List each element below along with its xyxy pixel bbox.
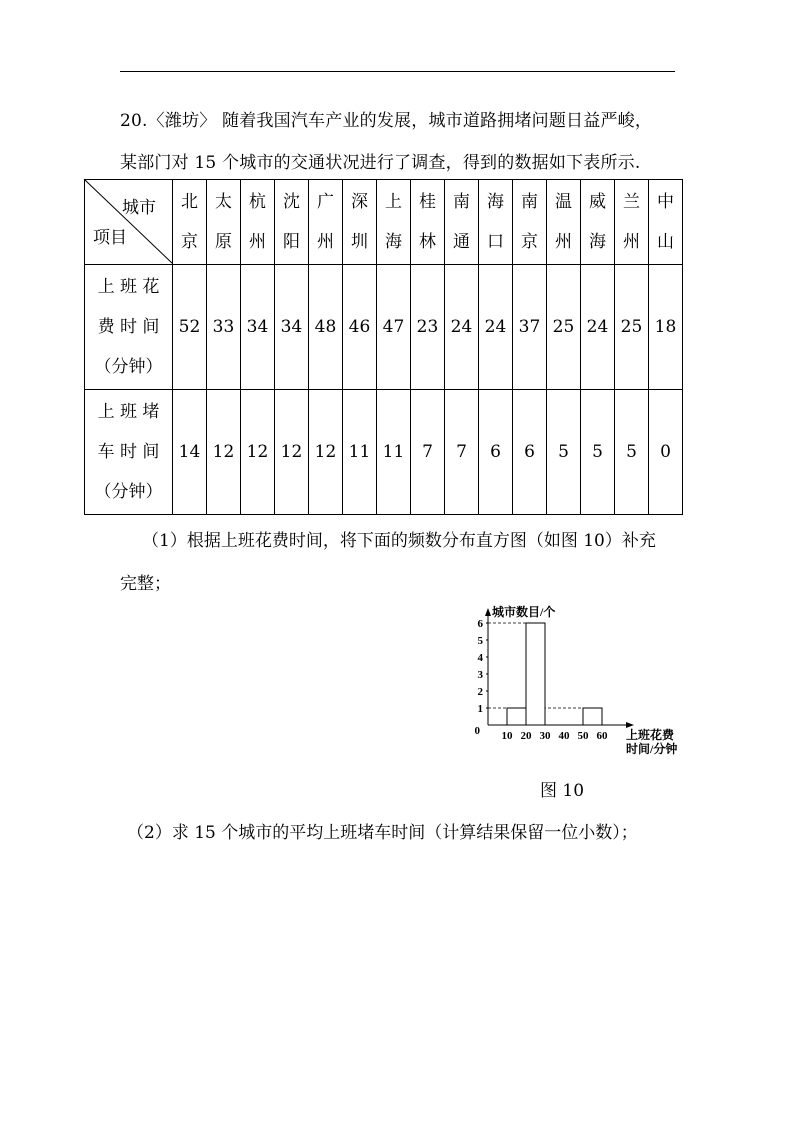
- city-name-bottom: 通: [453, 232, 470, 252]
- row-label-jam-time: [85, 390, 173, 515]
- table-cell: 12: [275, 390, 309, 515]
- city-name-top: 南: [521, 192, 538, 212]
- city-name-bottom: 圳: [351, 232, 368, 252]
- city-header-cell: [479, 180, 513, 265]
- row-label-line: 上 班 堵: [97, 402, 160, 422]
- city-name-bottom: 州: [249, 232, 266, 252]
- table-cell: 47: [377, 265, 411, 390]
- question-2: （2）求 15 个城市的平均上班堵车时间（计算结果保留一位小数）；: [127, 823, 638, 843]
- city-header-cell: [377, 180, 411, 265]
- table-row-commute-time: [85, 265, 683, 390]
- table-cell: 12: [241, 390, 275, 515]
- city-name-bottom: 原: [215, 232, 232, 252]
- city-name-top: 温: [555, 192, 572, 212]
- table-cell: 25: [547, 265, 581, 390]
- row-label-commute-time: [85, 265, 173, 390]
- city-name-bottom: 海: [589, 232, 606, 252]
- table-cell: 11: [377, 390, 411, 515]
- row-label-line: 车 时 间: [97, 442, 160, 462]
- city-name-top: 海: [487, 192, 504, 212]
- city-header-cell: [615, 180, 649, 265]
- city-name-bottom: 口: [487, 232, 504, 252]
- x-tick-label: 60: [596, 730, 608, 742]
- table-cell: 12: [309, 390, 343, 515]
- x-tick-label: 40: [558, 730, 570, 742]
- problem-line-2: 某部门对 15 个城市的交通状况进行了调查，得到的数据如下表所示.: [120, 153, 641, 173]
- table-cell: 5: [615, 390, 649, 515]
- row-label-line: （分钟）: [94, 357, 163, 377]
- city-name-top: 上: [385, 192, 402, 212]
- histogram-bar: [526, 623, 545, 725]
- row-label-line: 费 时 间: [97, 317, 160, 337]
- y-tick-label: 3: [477, 669, 483, 681]
- city-header-cell: [411, 180, 445, 265]
- city-name-top: 南: [453, 192, 470, 212]
- y-tick-label: 5: [477, 635, 483, 647]
- question-1-line-2: 完整；: [120, 574, 171, 594]
- x-axis-label: 时间/分钟: [626, 742, 678, 756]
- table-row-jam-time: [85, 390, 683, 515]
- table-cell: 24: [479, 265, 513, 390]
- y-tick-label: 4: [477, 652, 483, 664]
- x-tick-label: 30: [539, 730, 551, 742]
- city-name-bottom: 山: [657, 232, 674, 252]
- city-header-cell: [207, 180, 241, 265]
- table-cell: 48: [309, 265, 343, 390]
- table-cell: 11: [343, 390, 377, 515]
- city-name-bottom: 州: [555, 232, 572, 252]
- question-1-line-1: （1）根据上班花费时间，将下面的频数分布直方图（如图 10）补充: [142, 531, 656, 551]
- table-cell: 33: [207, 265, 241, 390]
- city-name-top: 兰: [623, 192, 640, 212]
- y-tick-label: 1: [477, 703, 483, 715]
- table-cell: 24: [445, 265, 479, 390]
- table-cell: 37: [513, 265, 547, 390]
- y-tick-label: 6: [477, 618, 483, 630]
- city-header-row: [85, 180, 683, 265]
- city-header-cell: [581, 180, 615, 265]
- traffic-table: [84, 179, 683, 515]
- y-tick-label: 2: [477, 686, 483, 698]
- x-tick-label: 10: [501, 730, 513, 742]
- row-label-line: 上 班 花: [97, 277, 160, 297]
- city-header-cell: [513, 180, 547, 265]
- header-rule: [120, 71, 675, 72]
- origin-label: 0: [474, 725, 480, 737]
- city-header-cell: [547, 180, 581, 265]
- table-cell: 7: [411, 390, 445, 515]
- row-label-line: （分钟）: [94, 482, 163, 502]
- table-cell: 6: [513, 390, 547, 515]
- table-cell: 34: [275, 265, 309, 390]
- city-header-cell: [343, 180, 377, 265]
- city-name-bottom: 海: [385, 232, 402, 252]
- histogram-bar: [583, 708, 602, 725]
- table-cell: 34: [241, 265, 275, 390]
- y-axis-arrow: [485, 608, 491, 616]
- table-cell: 46: [343, 265, 377, 390]
- city-header-cell: [173, 180, 207, 265]
- histogram-chart: [470, 600, 692, 760]
- city-name-top: 杭: [249, 192, 266, 212]
- table-cell: 14: [173, 390, 207, 515]
- city-header-cell: [241, 180, 275, 265]
- city-name-top: 沈: [283, 192, 300, 212]
- city-header-cell: [275, 180, 309, 265]
- city-name-bottom: 州: [623, 232, 640, 252]
- city-name-top: 北: [181, 192, 198, 212]
- city-name-bottom: 京: [181, 232, 198, 252]
- city-name-top: 桂: [419, 192, 436, 212]
- city-name-bottom: 林: [419, 232, 436, 252]
- city-name-bottom: 阳: [283, 232, 300, 252]
- table-cell: 12: [207, 390, 241, 515]
- header-city-label: 城市: [122, 198, 156, 218]
- table-cell: 18: [649, 265, 683, 390]
- city-name-bottom: 京: [521, 232, 538, 252]
- table-cell: 24: [581, 265, 615, 390]
- city-name-top: 深: [351, 192, 368, 212]
- table-cell: 23: [411, 265, 445, 390]
- city-name-top: 威: [589, 192, 606, 212]
- table-cell: 6: [479, 390, 513, 515]
- table-cell: 5: [547, 390, 581, 515]
- table-cell: 7: [445, 390, 479, 515]
- city-name-top: 太: [215, 192, 232, 212]
- city-header-cell: [445, 180, 479, 265]
- city-header-cell: [309, 180, 343, 265]
- figure-caption: 图 10: [540, 781, 585, 801]
- table-cell: 25: [615, 265, 649, 390]
- table-cell: 5: [581, 390, 615, 515]
- city-name-top: 中: [657, 192, 674, 212]
- x-axis-label: 上班花费: [626, 728, 675, 742]
- x-tick-label: 50: [577, 730, 589, 742]
- histogram-bar: [507, 708, 526, 725]
- city-name-bottom: 州: [317, 232, 334, 252]
- problem-line-1: 20.〈潍坊〉 随着我国汽车产业的发展，城市道路拥堵问题日益严峻，: [120, 111, 653, 131]
- city-name-top: 广: [317, 192, 334, 212]
- city-header-cell: [649, 180, 683, 265]
- y-axis-label: 城市数目/个: [492, 605, 556, 619]
- header-item-label: 项目: [93, 228, 127, 248]
- x-tick-label: 20: [520, 730, 532, 742]
- table-cell: 52: [173, 265, 207, 390]
- diagonal-header-cell: [85, 180, 173, 265]
- table-cell: 0: [649, 390, 683, 515]
